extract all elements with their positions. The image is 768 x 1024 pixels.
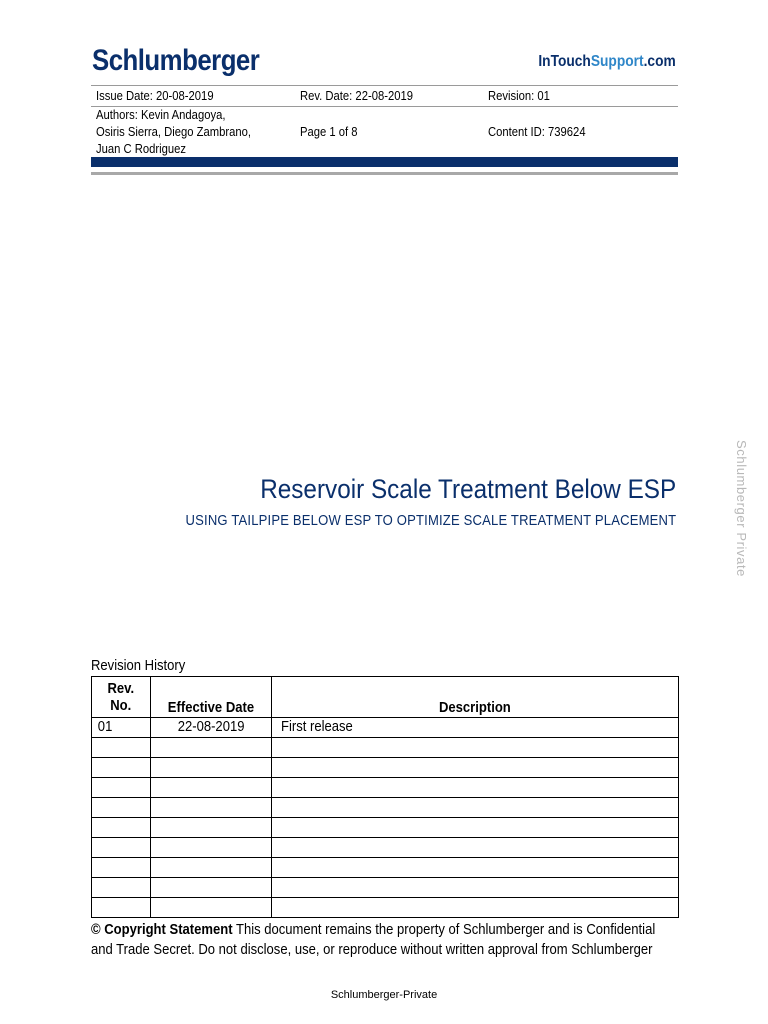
revision-number: Revision: 01 bbox=[488, 89, 550, 103]
effective-date-cell: 22-08-2019 bbox=[151, 718, 272, 738]
table-row-empty bbox=[92, 818, 679, 838]
authors-line-1: Authors: Kevin Andagoya, bbox=[96, 108, 226, 122]
header-rule-top bbox=[91, 85, 678, 86]
authors-line-2: Osiris Sierra, Diego Zambrano, bbox=[96, 125, 252, 139]
table-row bbox=[92, 718, 679, 738]
table-row-empty bbox=[92, 778, 679, 798]
document-subtitle: USING TAILPIPE BELOW ESP TO OPTIMIZE SCALE TREATMENT PLACEMENT bbox=[185, 513, 676, 529]
header-rev-no bbox=[92, 677, 151, 718]
site-part-domain: .com bbox=[643, 53, 676, 70]
rev-no-cell: 01 bbox=[92, 718, 151, 738]
table-header-row bbox=[92, 677, 679, 718]
table-row-empty bbox=[92, 858, 679, 878]
copyright-statement bbox=[91, 920, 676, 960]
footer-classification: Schlumberger-Private bbox=[330, 989, 438, 1001]
document-title: Reservoir Scale Treatment Below ESP bbox=[260, 474, 676, 504]
table-row-empty bbox=[92, 898, 679, 918]
issue-date: Issue Date: 20-08-2019 bbox=[96, 89, 214, 103]
header-band-gray bbox=[91, 172, 678, 175]
header-band-dark bbox=[91, 157, 678, 167]
description-cell: First release bbox=[272, 718, 679, 738]
revision-history-title: Revision History bbox=[91, 658, 186, 674]
table-row-empty bbox=[92, 738, 679, 758]
content-id: Content ID: 739624 bbox=[488, 125, 586, 139]
site-part-intouch: InTouch bbox=[538, 53, 592, 70]
revision-history-table bbox=[91, 676, 679, 918]
schlumberger-logo: Schlumberger bbox=[92, 44, 260, 77]
site-part-support: Support bbox=[591, 53, 644, 70]
copyright-label: © Copyright Statement bbox=[91, 922, 233, 938]
header-description: Description bbox=[272, 677, 679, 718]
intouch-support-link[interactable] bbox=[539, 53, 676, 71]
table-row-empty bbox=[92, 758, 679, 778]
header-rev-line-2: No. bbox=[110, 698, 132, 714]
rev-date: Rev. Date: 22-08-2019 bbox=[300, 89, 413, 103]
header-effective-date: Effective Date bbox=[151, 677, 272, 718]
copyright-text: This document remains the property of Schlumberger and is Confidential and Trade Secret. Do not disclose, use, or reproduce without written approval from Schlumberger bbox=[91, 922, 656, 958]
header-rev-line-1: Rev. bbox=[107, 681, 135, 697]
authors-line-3: Juan C Rodriguez bbox=[96, 142, 187, 156]
table-row-empty bbox=[92, 838, 679, 858]
side-classification-label: Schlumberger Private bbox=[734, 440, 749, 577]
table-row-empty bbox=[92, 878, 679, 898]
page-number: Page 1 of 8 bbox=[300, 125, 358, 139]
table-row-empty bbox=[92, 798, 679, 818]
